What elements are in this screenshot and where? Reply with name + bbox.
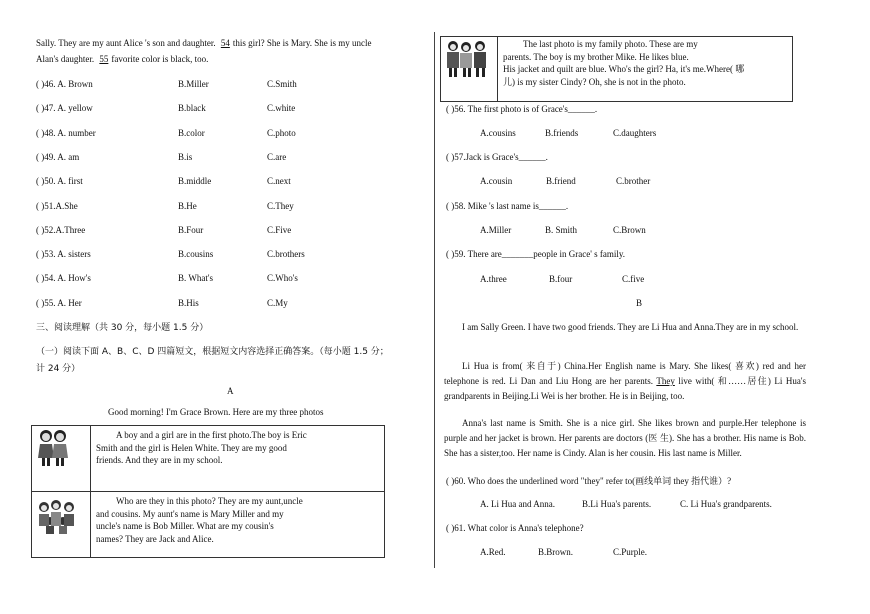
q56-option-a: A.cousins [480, 128, 516, 138]
passage-a-intro: Good morning! I'm Grace Brown. Here are my three photos [108, 407, 324, 417]
description-line: A boy and a girl are in the first photo.The boy is Eric [116, 430, 307, 440]
description-line: Who are they in this photo? They are my aunt,uncle [116, 496, 303, 506]
option-b: B.is [178, 152, 193, 162]
option-c: C.Five [267, 225, 292, 235]
question-number-and-option-a: ( )54. A. How's [36, 273, 91, 283]
q56-option-b: B.friends [545, 128, 579, 138]
option-c: C.brothers [267, 249, 305, 259]
option-c: C.are [267, 152, 287, 162]
option-b: B.Four [178, 225, 204, 235]
intro-line-1 [36, 38, 372, 48]
q59-option-b: B.four [549, 274, 573, 284]
description-line: names? They are Jack and Alice. [96, 533, 214, 544]
family-group-photo-icon [36, 497, 80, 537]
intro-text: Sally. They are my aunt Alice 's son and daughter. [36, 38, 216, 48]
intro-text: favorite color is black, too. [111, 54, 209, 64]
description-line: parents. The boy is my brother Mike. He likes blue. [503, 51, 689, 62]
passage-b-paragraph-2 [444, 359, 806, 404]
q61-option-b: B.Brown. [538, 547, 574, 557]
blank-55: 55 [99, 54, 109, 64]
question-59: ( )59. There are_______people in Grace' s family. [446, 249, 626, 259]
question-58: ( )58. Mike 's last name is______. [446, 201, 569, 211]
option-b: B.black [178, 103, 206, 113]
intro-line-2 [36, 54, 208, 64]
option-b: B.Miller [178, 79, 209, 89]
description-line: Smith and the girl is Helen White. They are my good [96, 442, 287, 453]
option-c: C.white [267, 103, 296, 113]
description-line: and cousins. My aunt's name is Mary Miller and my [96, 508, 284, 519]
description-line: The last photo is my family photo. These are my [523, 39, 698, 49]
q60-option-b: B.Li Hua's parents. [582, 499, 652, 509]
option-c: C.Smith [267, 79, 297, 89]
sub-instruction-line-2: 计 24 分） [36, 364, 81, 374]
question-61: ( )61. What color is Anna's telephone? [446, 523, 584, 533]
option-b: B.cousins [178, 249, 214, 259]
question-56: ( )56. The first photo is of Grace's______. [446, 104, 598, 114]
option-b: B.middle [178, 176, 212, 186]
question-number-and-option-a: ( )52.A.Three [36, 225, 86, 235]
q60-option-c: C. Li Hua's grandparents. [680, 499, 772, 509]
description-line: His jacket and quilt are blue. Who's the girl? Ha, it's me.Where( 哪 [503, 64, 745, 74]
description-line: friends. And they are in my school. [96, 455, 223, 465]
option-b: B. What's [178, 273, 213, 283]
q58-option-a: A.Miller [480, 225, 512, 235]
question-number-and-option-a: ( )53. A. sisters [36, 249, 91, 259]
sub-instruction-line-1: （一）阅读下面 A、B、C、D 四篇短文，根据短文内容选择正确答案。（每小题 1.5 分； [36, 347, 389, 357]
passage-b-paragraph-1: I am Sally Green. I have two good friends. They are Li Hua and Anna.They are in my school. [462, 322, 799, 332]
option-c: C.They [267, 201, 294, 211]
question-number-and-option-a: ( )50. A. first [36, 176, 83, 186]
underlined-word-they: They [656, 376, 675, 386]
option-b: B.color [178, 128, 205, 138]
option-c: C.My [267, 298, 288, 308]
question-number-and-option-a: ( )49. A. am [36, 152, 80, 162]
paragraph-text: live with( 和……居住) Li Hua's grandparents in Beijing.Li Wei is her brother. He is in Beijing, too. [444, 376, 806, 401]
family-portrait-photo-icon [444, 39, 492, 79]
q60-option-a: A. Li Hua and Anna. [480, 499, 555, 509]
q57-option-c: C.brother [616, 176, 651, 186]
q59-option-c: C.five [622, 274, 645, 284]
passage-a-title: A [227, 386, 234, 396]
q61-option-c: C.Purple. [613, 547, 648, 557]
passage-b-title: B [636, 298, 643, 308]
q61-option-a: A.Red. [480, 547, 506, 557]
photo-3-col-line [497, 36, 498, 101]
column-divider [434, 32, 435, 568]
option-c: C.next [267, 176, 291, 186]
q59-option-a: A.three [480, 274, 507, 284]
table-row-line [31, 491, 384, 492]
blank-54: 54 [220, 38, 230, 48]
option-b: B.His [178, 298, 199, 308]
intro-text: Alan's daughter. [36, 54, 95, 64]
description-line: uncle's name is Bob Miller. What are my cousin's [96, 521, 274, 531]
photo-1-description [96, 429, 307, 467]
q58-option-b: B. Smith [545, 225, 578, 235]
passage-b-paragraph-3: Anna's last name is Smith. She is a nice girl. She likes brown and purple.Her telephone is purple and her jacket is brown. Her parents are doctors (医 生). She has a brother. His name is Bob. She has a sister,too. Her name is Cindy. Alan is her cousin. His last name is Miller. [444, 418, 806, 458]
q57-option-a: A.cousin [480, 176, 513, 186]
q56-option-c: C.daughters [613, 128, 657, 138]
photo-3-description [503, 38, 744, 88]
question-number-and-option-a: ( )48. A. number [36, 128, 96, 138]
question-60: ( )60. Who does the underlined word "they" refer to(画线单词 they 指代谁）? [446, 476, 732, 486]
option-c: C.photo [267, 128, 296, 138]
q58-option-c: C.Brown [613, 225, 646, 235]
q57-option-b: B.friend [546, 176, 576, 186]
kids-pair-photo-icon [36, 428, 70, 468]
section-3-title: 三、阅读理解（共 30 分，每小题 1.5 分） [36, 323, 209, 333]
option-b: B.He [178, 201, 197, 211]
question-number-and-option-a: ( )51.A.She [36, 201, 78, 211]
question-number-and-option-a: ( )47. A. yellow [36, 103, 93, 113]
paragraph-text: Li Hua is from( 来自于) China.Her English name is Mary. She likes( 喜欢) red and her telephone is red. Li Dan and Liu Hong are her parents. [444, 361, 806, 386]
question-number-and-option-a: ( )55. A. Her [36, 298, 82, 308]
option-c: C.Who's [267, 273, 298, 283]
question-57: ( )57.Jack is Grace's______. [446, 152, 548, 162]
photo-2-description [96, 495, 303, 545]
question-number-and-option-a: ( )46. A. Brown [36, 79, 93, 89]
intro-text: this girl? She is Mary. She is my uncle [232, 38, 372, 48]
description-line: 儿) is my sister Cindy? Oh, she is not in the photo. [503, 76, 686, 87]
